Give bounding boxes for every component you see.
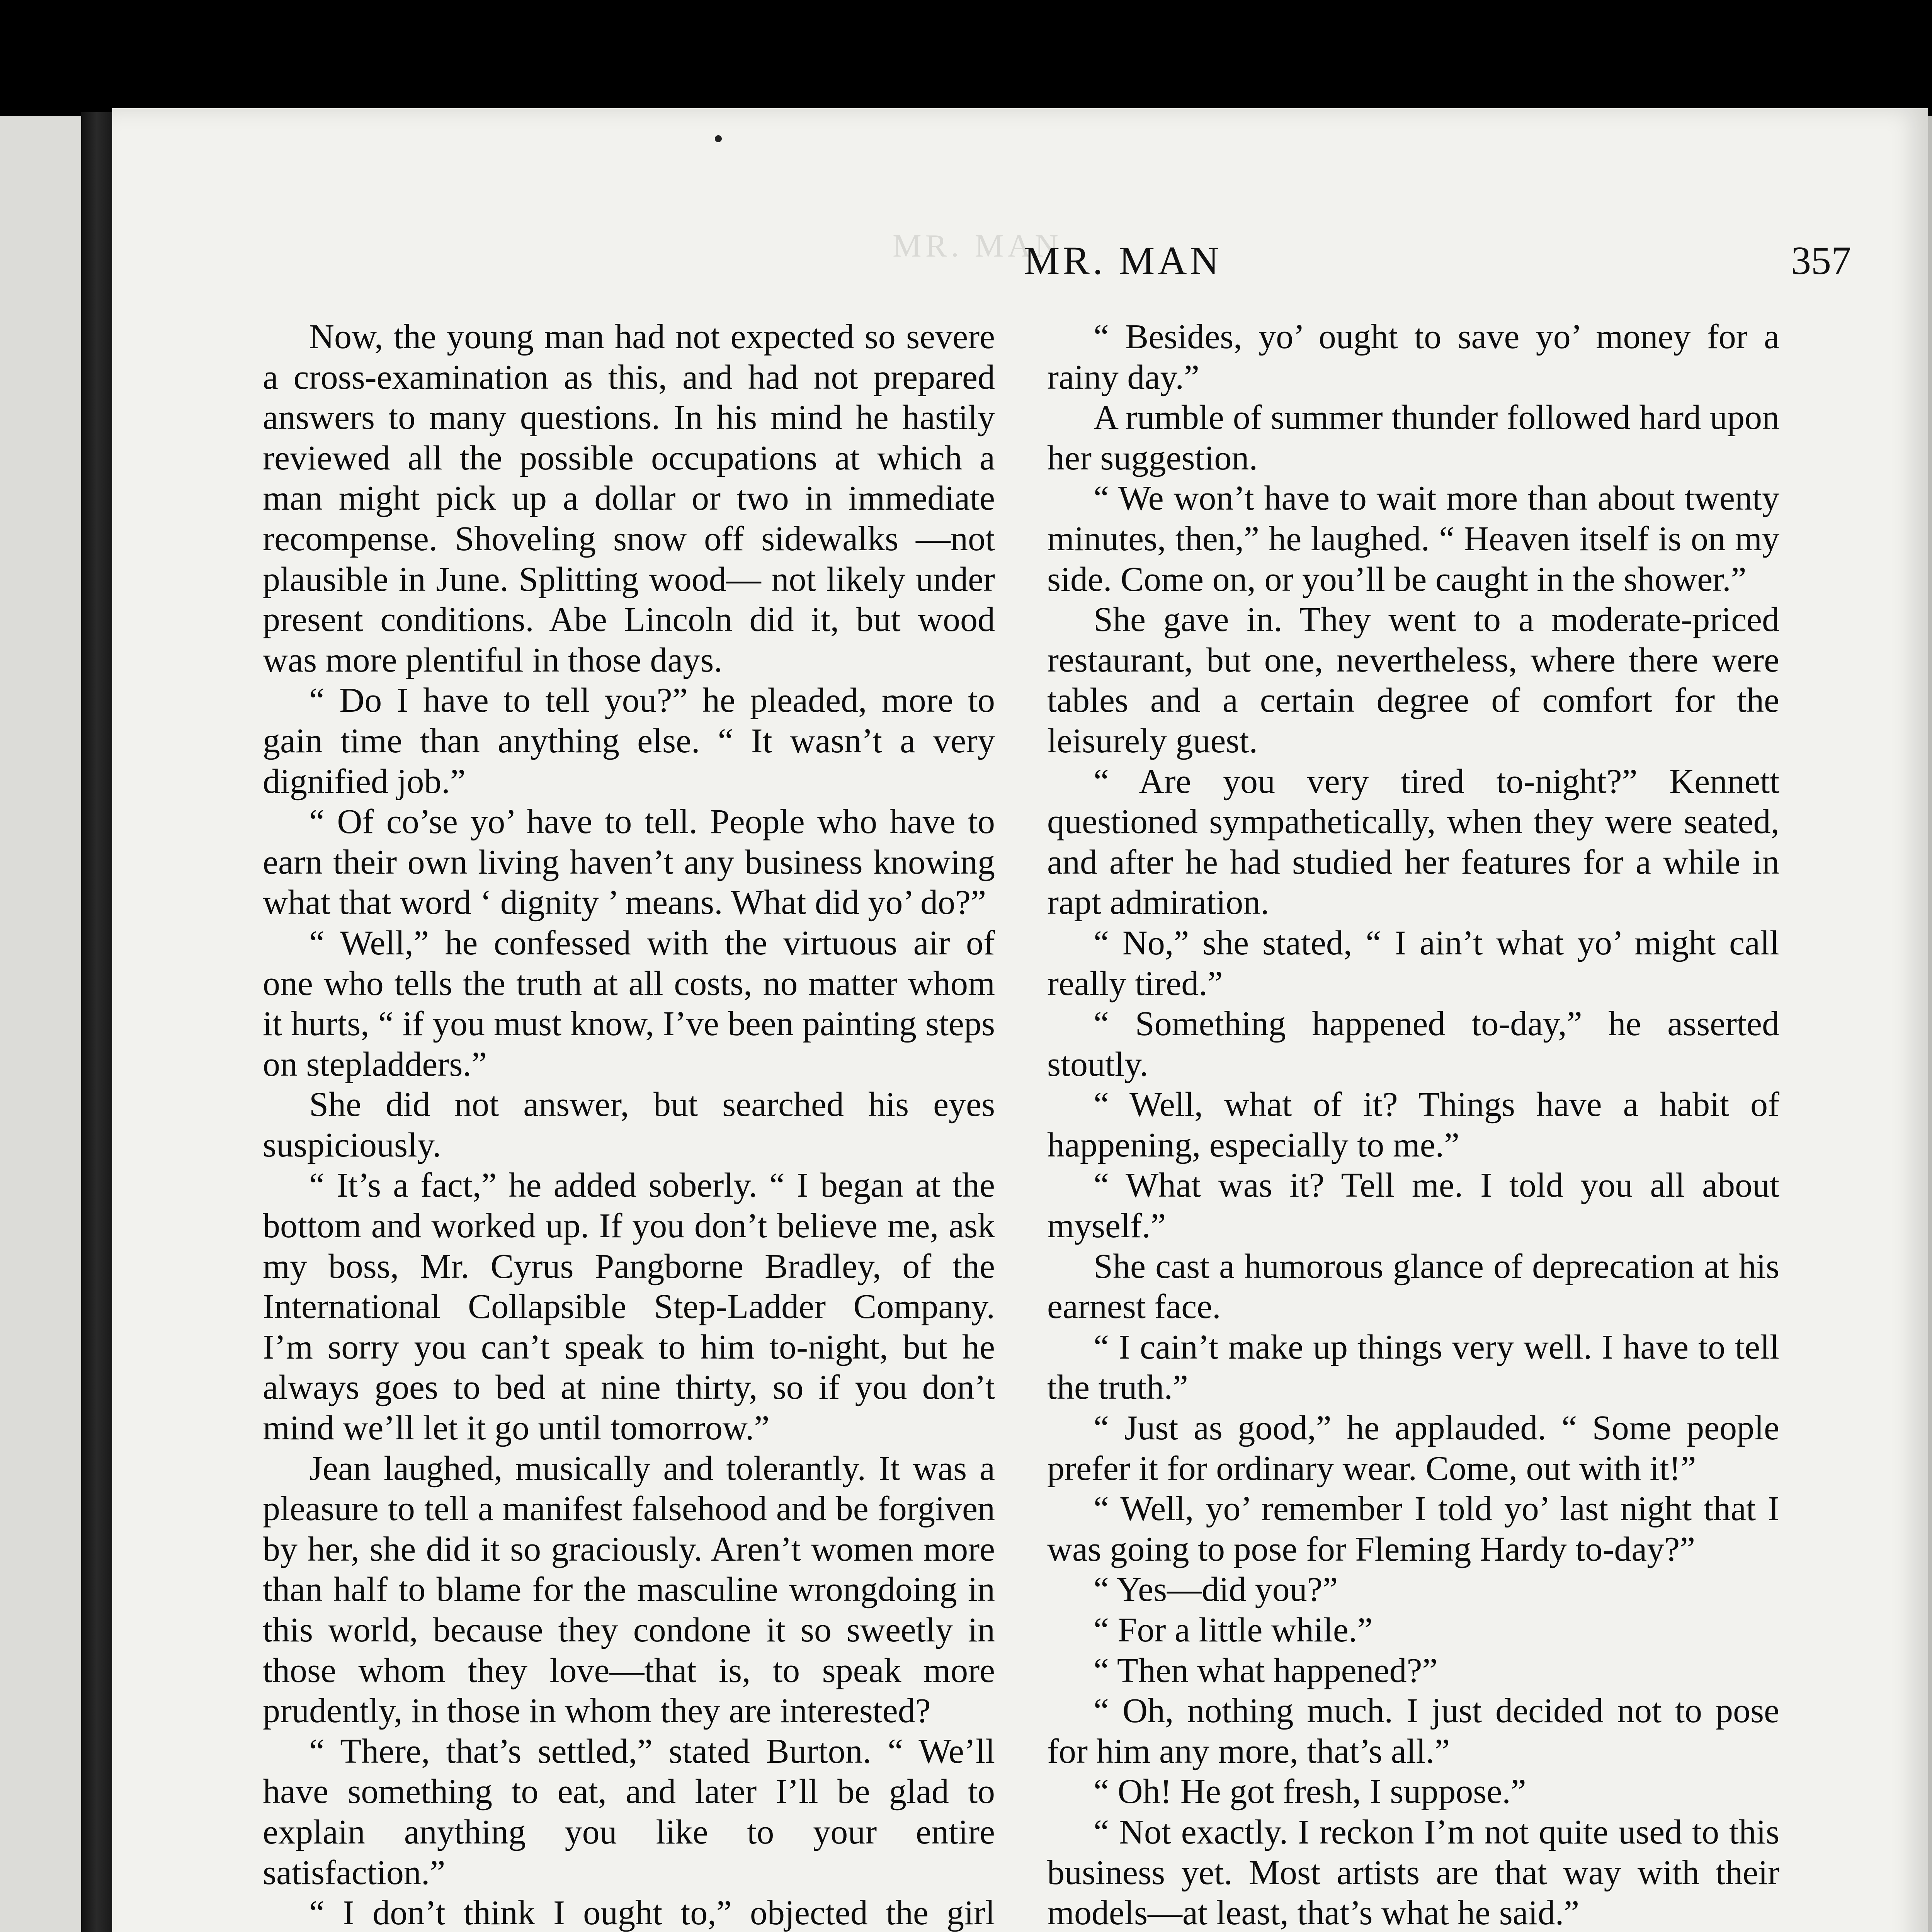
right-column [1047,317,1779,1932]
paragraph: “ Do I have to tell you?” he pleaded, more to gain time than anything else. “ It wasn’t a very dignified job.” [263,681,995,801]
paragraph: “ I don’t think I ought to,” objected the girl [309,1894,995,1932]
paragraph: A rumble of summer thunder followed hard upon her suggestion. [1047,398,1779,477]
paragraph: “ Well, yo’ remember I told yo’ last night that I was going to pose for Fleming Hardy to-day?” [1047,1490,1779,1568]
paragraph: “ Of co’se yo’ have to tell. People who have to earn their own living haven’t any business knowing what that word ‘ dignity ’ means. What did yo’ do?” [263,803,995,922]
previous-page-edge [0,116,81,1932]
bleed-through-running-head: MR. MAN [893,228,1062,264]
paragraph: “ Besides, yo’ ought to save yo’ money for a rainy day.” [1047,318,1779,396]
page-number: 357 [1791,238,1851,283]
paragraph: “ Something happened to-day,” he asserted stoutly. [1047,1005,1779,1083]
paragraph: “ Oh! He got fresh, I suppose.” [1094,1772,1526,1811]
paragraph: “ Well, what of it? Things have a habit of happening, especially to me.” [1047,1085,1779,1164]
paragraph: “ We won’t have to wait more than about twenty minutes, then,” he laughed. “ Heaven itself is on my side. Come on, or you’ll be caught in the shower.” [1047,479,1779,599]
paragraph: “ Oh, nothing much. I just decided not to pose for him any more, that’s all.” [1047,1692,1779,1770]
paragraph: “ What was it? Tell me. I told you all about myself.” [1047,1166,1779,1245]
paragraph: “ Then what happened?” [1094,1651,1438,1690]
paragraph: “ Just as good,” he applauded. “ Some people prefer it for ordinary wear. Come, out with it!” [1047,1409,1779,1488]
paragraph: She gave in. They went to a moderate-priced restaurant, but one, nevertheless, where there were tables and a certain degree of comfort for the leisurely guest. [1047,600,1779,760]
paragraph: She cast a humorous glance of deprecation at his earnest face. [1047,1247,1779,1326]
paragraph: “ Well,” he confessed with the virtuous air of one who tells the truth at all costs, no matter whom it hurts, “ if you must know, I’ve been painting steps on stepladders.” [263,923,995,1083]
paragraph: She did not answer, but searched his eyes suspiciously. [263,1085,995,1164]
paragraph: “ Not exactly. I reckon I’m not quite used to this business yet. Most artists are that way with their models—at least, that’s what he said.” [1047,1813,1779,1932]
running-title: MR. MAN [1024,238,1222,283]
paragraph: “ Are you very tired to-night?” Kennett questioned sympathetically, when they were seated, and after he had studied her features for a while in rapt admiration. [1047,762,1779,922]
paragraph: Now, the young man had not expected so severe a cross-examination as this, and had not prepared answers to many questions. In his mind he hastily reviewed all the possible occupations at which a man might pick up a dollar or two in immediate recompense. Shoveling snow off sidewalks —not plausible in June. Splitting wood— not likely under present conditions. Abe Lincoln did it, but wood was more plentiful in those days. [263,318,995,679]
running-head [112,238,1928,299]
paragraph: “ I cain’t make up things very well. I have to tell the truth.” [1047,1328,1779,1407]
paragraph: “ There, that’s settled,” stated Burton. “ We’ll have something to eat, and later I’ll be glad to explain anything you like to your entire satisfaction.” [263,1732,995,1892]
left-column [263,317,995,1932]
paragraph: Jean laughed, musically and tolerantly. It was a pleasure to tell a manifest falsehood and be forgiven by her, she did it so graciously. Aren’t women more than half to blame for the masculine wrongdoing in this world, because they condone it so sweetly in those whom they love—that is, to speak more prudently, in those in whom they are interested? [263,1449,995,1730]
paragraph: “ No,” she stated, “ I ain’t what yo’ might call really tired.” [1047,923,1779,1003]
paragraph: “ Yes—did you?” [1094,1570,1338,1609]
ink-speck [715,135,722,142]
paragraph: “ It’s a fact,” he added soberly. “ I began at the bottom and worked up. If you don’t believe me, ask my boss, Mr. Cyrus Pangborne Bradley, of the International Collapsible Step-Ladder Company. I’m sorry you can’t speak to him to-night, but he always goes to bed at nine thirty, so if you don’t mind we’ll let it go until tomorrow.” [263,1166,995,1447]
paragraph: “ For a little while.” [1094,1611,1373,1649]
